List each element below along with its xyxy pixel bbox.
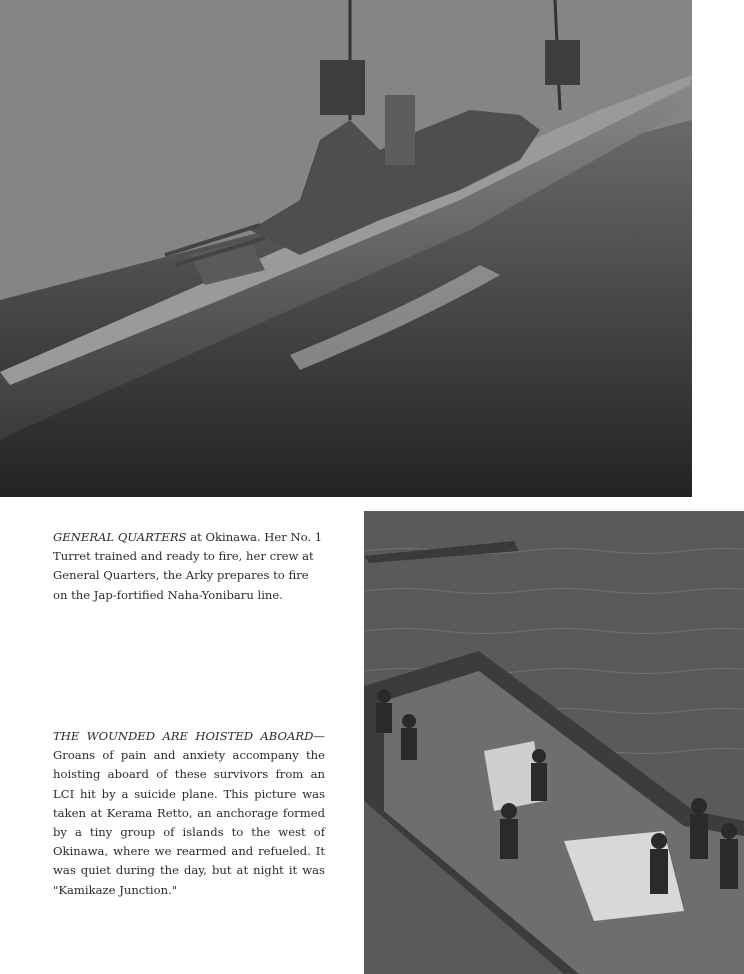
landing-craft-photo — [364, 511, 744, 974]
landing-craft-illustration — [364, 511, 744, 974]
caption-heading: THE WOUNDED ARE HOISTED ABOARD— — [53, 729, 325, 743]
fire-control-tower — [320, 60, 365, 115]
battleship-photo — [0, 0, 692, 497]
caption-heading: GENERAL QUARTERS — [53, 530, 187, 544]
fire-control-tower — [545, 40, 580, 85]
caption-body: Groans of pain and anxiety accompany the hoisting aboard of these survivors from an LCI hit by a suicide plane. This picture was taken at Kerama Retto, an anchorage formed by a tiny group of islands to the west of Okinawa, where we rearmed and refueled. It was quiet during the day, but at night it was "Kamikaze Junction." — [53, 748, 325, 897]
caption-body: at Okinawa. Her No. 1 Turret trained and ready to fire, her crew at General Quarters, the Arky prepares to fire on the Jap-fortified Naha-Yonibaru line. — [53, 530, 323, 602]
caption-wounded-hoisted — [53, 727, 325, 900]
smokestack — [385, 95, 415, 165]
caption-general-quarters — [53, 528, 325, 605]
battleship-illustration — [0, 0, 692, 497]
